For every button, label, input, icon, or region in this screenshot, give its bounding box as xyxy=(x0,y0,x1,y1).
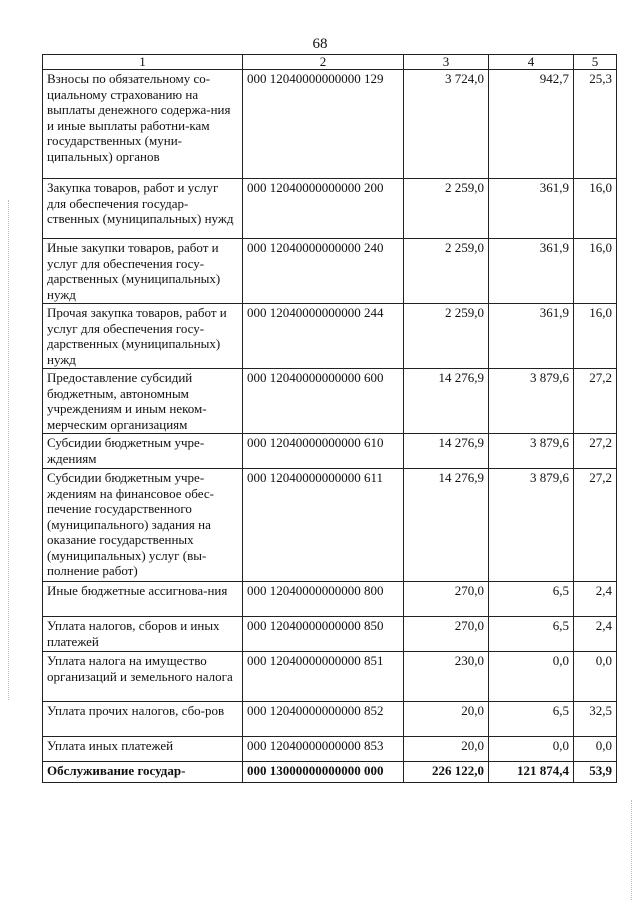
cell-code: 000 12040000000000 850 xyxy=(243,617,404,652)
cell-percent: 0,0 xyxy=(574,652,617,702)
cell-plan: 2 259,0 xyxy=(404,304,489,369)
table-row xyxy=(43,652,617,702)
cell-plan: 270,0 xyxy=(404,617,489,652)
cell-code: 000 12040000000000 800 xyxy=(243,582,404,617)
cell-code: 000 12040000000000 129 xyxy=(243,70,404,179)
cell-name: Закупка товаров, работ и услуг для обеспечения государ-ственных (муниципальных) нужд xyxy=(43,179,243,239)
cell-percent: 16,0 xyxy=(574,239,617,304)
page-number: 68 xyxy=(312,36,328,52)
cell-fact: 3 879,6 xyxy=(489,469,574,582)
table-row xyxy=(43,762,617,783)
table-row xyxy=(43,70,617,179)
cell-code: 000 12040000000000 244 xyxy=(243,304,404,369)
cell-code: 000 12040000000000 611 xyxy=(243,469,404,582)
cell-code: 000 12040000000000 600 xyxy=(243,369,404,434)
cell-plan: 14 276,9 xyxy=(404,434,489,469)
cell-percent: 27,2 xyxy=(574,434,617,469)
table-row xyxy=(43,737,617,762)
cell-fact: 121 874,4 xyxy=(489,762,574,783)
cell-name: Иные бюджетные ассигнова-ния xyxy=(43,582,243,617)
cell-percent: 2,4 xyxy=(574,617,617,652)
cell-percent: 53,9 xyxy=(574,762,617,783)
table-row xyxy=(43,434,617,469)
cell-name: Уплата прочих налогов, сбо-ров xyxy=(43,702,243,737)
cell-fact: 6,5 xyxy=(489,702,574,737)
budget-table xyxy=(42,54,617,783)
cell-name: Уплата иных платежей xyxy=(43,737,243,762)
cell-fact: 0,0 xyxy=(489,737,574,762)
cell-code: 000 12040000000000 853 xyxy=(243,737,404,762)
cell-percent: 0,0 xyxy=(574,737,617,762)
header-col-3: 3 xyxy=(404,55,489,70)
left-margin-dots xyxy=(8,200,11,700)
cell-name: Иные закупки товаров, работ и услуг для обеспечения госу-дарственных (муниципальных) нужд xyxy=(43,239,243,304)
cell-plan: 14 276,9 xyxy=(404,369,489,434)
header-col-2: 2 xyxy=(243,55,404,70)
cell-fact: 0,0 xyxy=(489,652,574,702)
cell-percent: 2,4 xyxy=(574,582,617,617)
cell-code: 000 12040000000000 851 xyxy=(243,652,404,702)
table-row xyxy=(43,582,617,617)
cell-plan: 14 276,9 xyxy=(404,469,489,582)
cell-name: Предоставление субсидий бюджетным, автономным учреждениям и иным неком-мерческим организациям xyxy=(43,369,243,434)
cell-percent: 16,0 xyxy=(574,179,617,239)
right-margin-dots xyxy=(631,800,634,900)
cell-fact: 942,7 xyxy=(489,70,574,179)
cell-plan: 230,0 xyxy=(404,652,489,702)
cell-plan: 226 122,0 xyxy=(404,762,489,783)
header-col-4: 4 xyxy=(489,55,574,70)
header-col-1: 1 xyxy=(43,55,243,70)
cell-name: Субсидии бюджетным учре-ждениям xyxy=(43,434,243,469)
table-row xyxy=(43,617,617,652)
cell-fact: 3 879,6 xyxy=(489,369,574,434)
cell-name: Субсидии бюджетным учре-ждениям на финансовое обес-печение государственного (муниципального) задания на оказание государственных (муниципальных) услуг (вы-полнение работ) xyxy=(43,469,243,582)
table-body xyxy=(43,70,617,783)
table-row xyxy=(43,369,617,434)
table-row xyxy=(43,469,617,582)
cell-plan: 20,0 xyxy=(404,737,489,762)
cell-code: 000 12040000000000 200 xyxy=(243,179,404,239)
cell-plan: 20,0 xyxy=(404,702,489,737)
cell-name: Уплата налога на имущество организаций и земельного налога xyxy=(43,652,243,702)
cell-fact: 361,9 xyxy=(489,179,574,239)
cell-code: 000 12040000000000 610 xyxy=(243,434,404,469)
cell-code: 000 12040000000000 852 xyxy=(243,702,404,737)
cell-fact: 361,9 xyxy=(489,239,574,304)
table-row xyxy=(43,239,617,304)
cell-fact: 6,5 xyxy=(489,617,574,652)
cell-plan: 270,0 xyxy=(404,582,489,617)
cell-fact: 3 879,6 xyxy=(489,434,574,469)
cell-percent: 27,2 xyxy=(574,469,617,582)
cell-name: Обслуживание государ- xyxy=(43,762,243,783)
cell-name: Уплата налогов, сборов и иных платежей xyxy=(43,617,243,652)
cell-code: 000 13000000000000 000 xyxy=(243,762,404,783)
cell-percent: 25,3 xyxy=(574,70,617,179)
cell-name: Прочая закупка товаров, работ и услуг для обеспечения госу-дарственных (муниципальных) нужд xyxy=(43,304,243,369)
table-row xyxy=(43,304,617,369)
cell-code: 000 12040000000000 240 xyxy=(243,239,404,304)
table-row xyxy=(43,179,617,239)
cell-percent: 27,2 xyxy=(574,369,617,434)
header-col-5: 5 xyxy=(574,55,617,70)
header-row xyxy=(43,55,617,70)
cell-plan: 2 259,0 xyxy=(404,179,489,239)
table-row xyxy=(43,702,617,737)
cell-percent: 16,0 xyxy=(574,304,617,369)
cell-percent: 32,5 xyxy=(574,702,617,737)
cell-fact: 6,5 xyxy=(489,582,574,617)
cell-name: Взносы по обязательному со-циальному страхованию на выплаты денежного содержа-ния и иные выплаты работни-кам государственных (муни-ципальных) органов xyxy=(43,70,243,179)
cell-plan: 2 259,0 xyxy=(404,239,489,304)
cell-fact: 361,9 xyxy=(489,304,574,369)
cell-plan: 3 724,0 xyxy=(404,70,489,179)
